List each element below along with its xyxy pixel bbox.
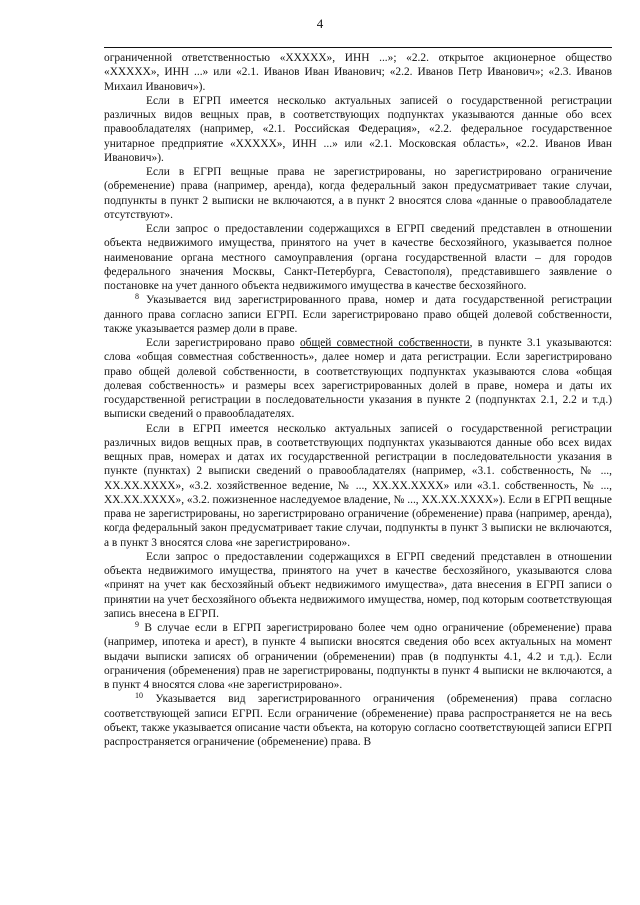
footnote-separator xyxy=(104,47,612,48)
footnote-marker: 8 xyxy=(135,292,139,302)
paragraph-rest: , в пункте 3.1 указываются: слова «общая совместная собственность», далее номер и дата регистрации. Если зарегистрировано право общей долевой собственности, в соответствующих подпунктах указываются слова «общая долевая собственность» и размеры всех зарегистрированных долей в праве, номера и даты их государственной регистрации в последовательности указания в пункте 2 (подпунктах 2.1, 2.2 и т.д.) выписки сведений о правообладателях. xyxy=(104,337,612,421)
footnote-marker: 9 xyxy=(135,620,139,629)
footnotes-body xyxy=(104,51,612,749)
paragraph: Если запрос о предоставлении содержащихся в ЕГРП сведений представлен в отношении объекта недвижимого имущества, принятого на учет в качестве бесхозяйного, указываются слова «принят на учет как бесхозяйный объект недвижимого имущества», дата внесения в ЕГРП записи о принятии на учет бесхозяйного объекта недвижимого имущества, номер, под которым соответствующая запись внесена в ЕГРП. xyxy=(104,550,612,620)
footnote-text: В случае если в ЕГРП зарегистрировано более чем одно ограничение (обременение) права (например, ипотека и арест), в пункте 4 выписки вносятся сведения обо всех актуальных на момент выдачи выписки записях об ограничении (обременении) прав (в подпункты 4.1, 4.2 и т.д.). Если ограничения (обременения) прав не зарегистрированы, подпункты в пункт 4 выписки не включаются, а в пункт 4 вносятся слова «не зарегистрировано». xyxy=(104,622,612,691)
footnote-marker: 10 xyxy=(135,691,143,701)
paragraph-lead: Если зарегистрировано право xyxy=(146,337,300,349)
paragraph: Если в ЕГРП имеется несколько актуальных записей о государственной регистрации различных видов вещных прав, в соответствующих подпунктах указываются данные обо всех видах вещных прав, номерах и датах их государственной регистрации в последовательности указания в пункте (пунктах) 2 выписки сведений о правообладателях (например, «3.1. собственность, № ..., XX.XX.XXXX», «3.2. хозяйственное ведение, № ..., XX.XX.XXXX» или «3.1. собственность, № ..., XX.XX.XXXX», «3.2. пожизненное наследуемое владение, № ..., XX.XX.XXXX»). Если в ЕГРП вещные права не зарегистрированы, но зарегистрировано ограничение (обременение) права (например, аренда), когда федеральный закон предусматривает такие случаи, подпункты в пункт 3 выписки не включаются, а в пункт 3 вносятся слова «не зарегистрировано». xyxy=(104,422,612,549)
paragraph-continuation: ограниченной ответственностью «XXXXX», ИНН ...»; «2.2. открытое акционерное общество «XXXXX», ИНН ...» или «2.1. Иванов Иван Иванович; «2.2. Иванов Петр Иванович»; «2.3. Иванов Михаил Иванович»). xyxy=(104,52,612,93)
paragraph: Если в ЕГРП имеется несколько актуальных записей о государственной регистрации различных видов вещных прав, в соответствующих подпунктах указываются данные обо всех правообладателях (например, «2.1. Российская Федерация», «2.2. федеральное государственное унитарное предприятие «XXXXX», ИНН ...» или «2.1. Московская область», «2.2. Иванов Иван Иванович»). xyxy=(104,94,612,164)
underlined-phrase: общей совместной собственности xyxy=(299,337,470,349)
footnote-8 xyxy=(104,293,612,336)
footnote-text: Указывается вид зарегистрированного ограничения (обременения) права согласно соответствующей записи ЕГРП. Если ограничение (обременение) права распространяется не на весь объект, также указывается описание части объекта, на которую согласно соответствующей записи ЕГРП распространяется ограничение (обременение) права. В xyxy=(104,693,612,748)
footnote-9 xyxy=(104,621,612,692)
paragraph: Если в ЕГРП вещные права не зарегистрированы, но зарегистрировано ограничение (обременение) права (например, аренда), когда федеральный закон предусматривает такие случаи, подпункты в пункт 2 выписки не включаются, а в пункт 2 вносятся слова «данные о правообладателе отсутствуют». xyxy=(104,166,612,221)
paragraph: Если запрос о предоставлении содержащихся в ЕГРП сведений представлен в отношении объекта недвижимого имущества, принятого на учет в качестве бесхозяйного, указывается полное наименование органа местного самоуправления (органа государственной власти – для городов федерального значения Москвы, Санкт-Петербурга, Севастополя), представившего заявление о постановке на учет данного объекта недвижимого имущества в качестве бесхозяйного. xyxy=(104,223,612,292)
footnote-10 xyxy=(104,692,612,749)
paragraph xyxy=(104,336,612,422)
footnote-text: Указывается вид зарегистрированного права, номер и дата государственной регистрации данного права согласно записи ЕГРП. Если зарегистрировано право общей долевой собственности, также указывается размер доли в праве. xyxy=(104,294,612,335)
page-number: 4 xyxy=(316,16,324,31)
